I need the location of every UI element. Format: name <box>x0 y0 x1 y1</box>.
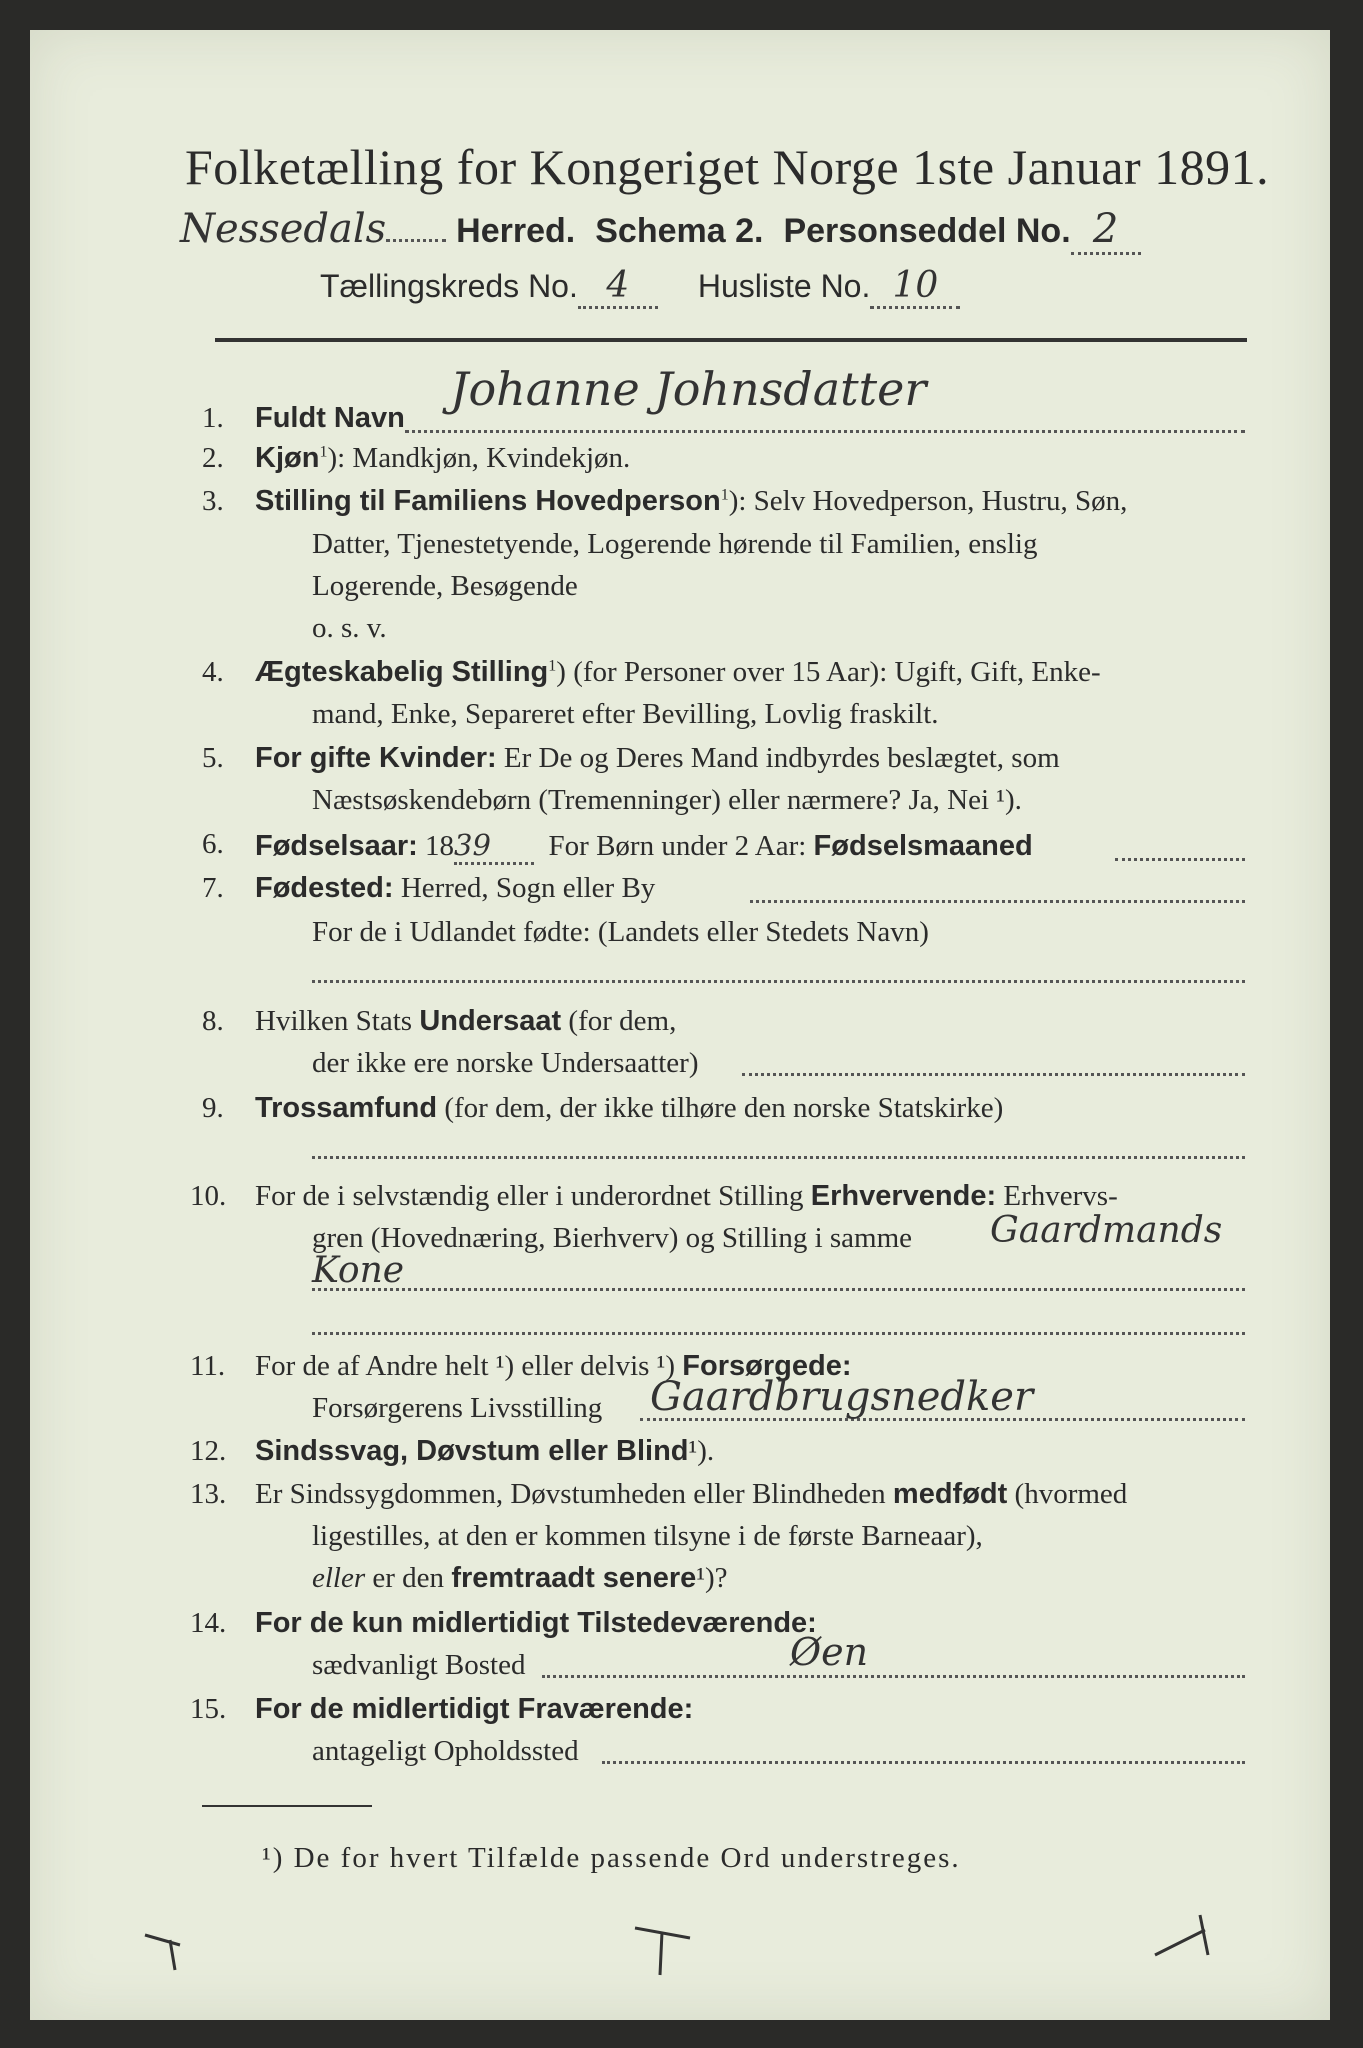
q15-number: 15. <box>190 1693 227 1725</box>
footnote: ¹) De for hvert Tilfælde passende Ord understreges. <box>262 1842 961 1874</box>
q13-line3c: fremtraadt senere <box>451 1562 697 1594</box>
personseddel-label: Personseddel No. <box>783 212 1071 250</box>
q6-prefix: 18 <box>425 830 455 862</box>
q15-fill-line <box>602 1761 1245 1764</box>
q12-row <box>255 1435 714 1468</box>
q11-line2: Forsørgerens Livsstilling <box>312 1392 603 1424</box>
q13-line3b: er den <box>372 1562 445 1594</box>
q3-line2: Datter, Tjenestetyende, Logerende hørende til Familien, enslig <box>312 528 1038 560</box>
q12-number: 12. <box>190 1435 227 1467</box>
footnote-rule <box>202 1805 372 1807</box>
q8-label: Undersaat <box>419 1005 562 1037</box>
q15-row <box>255 1693 693 1726</box>
q8-fill-line <box>742 1073 1245 1076</box>
q7-number: 7. <box>202 872 224 904</box>
q7-row <box>255 872 655 905</box>
q14-fill-line <box>542 1675 1245 1678</box>
q4-sup: 1 <box>548 657 557 675</box>
q5-text: Er De og Deres Mand indbyrdes beslægtet, som <box>503 742 1060 774</box>
q13-line3d: ¹)? <box>696 1562 728 1594</box>
q6-row <box>255 828 1033 865</box>
q3-line4: o. s. v. <box>312 612 387 644</box>
q8-number: 8. <box>202 1005 224 1037</box>
q7-fill-line <box>750 900 1245 903</box>
q10-label: Erhvervende: <box>810 1180 997 1212</box>
corner-mark-right <box>1150 1910 1220 1970</box>
q11-value: Gaardbrugsnedker <box>650 1374 1034 1420</box>
q9-row <box>255 1092 1003 1125</box>
q1-label: Fuldt Navn <box>255 402 405 434</box>
q5-number: 5. <box>202 742 224 774</box>
husliste-label: Husliste No. <box>697 268 871 304</box>
q10-value1: Gaardmands <box>990 1210 1223 1251</box>
q10-number: 10. <box>190 1180 227 1212</box>
herred-value: Nessedals <box>180 206 387 252</box>
q8-line2: der ikke ere norske Undersaatter) <box>312 1047 699 1079</box>
q8-row <box>255 1005 676 1038</box>
header-rule <box>215 338 1247 342</box>
q4-number: 4. <box>202 656 224 688</box>
q10-fill-line <box>312 1288 1245 1291</box>
q7-line2: For de i Udlandet fødte: (Landets eller Stedets Navn) <box>312 916 929 948</box>
q3-number: 3. <box>202 485 224 517</box>
q5-line2: Næstsøskendebørn (Tremenninger) eller nærmere? Ja, Nei ¹). <box>312 784 1022 816</box>
q14-label: For de kun midlertidigt Tilstedeværende: <box>255 1607 817 1639</box>
q13-line3a: eller <box>312 1562 366 1594</box>
q3-text: ): Selv Hovedperson, Hustru, Søn, <box>728 485 1128 517</box>
q1-name-value: Johanne Johnsdatter <box>450 362 927 416</box>
q11-number: 11. <box>190 1350 226 1382</box>
census-form-page <box>30 30 1330 2020</box>
q4-text: ) (for Personer over 15 Aar): Ugift, Gift, Enke- <box>556 656 1101 688</box>
q3-label: Stilling til Familiens Hovedperson <box>255 485 721 517</box>
schema-label: Schema 2. <box>595 212 764 250</box>
q6-label2: Fødselsmaaned <box>813 830 1033 862</box>
q3-line3: Logerende, Besøgende <box>312 570 578 602</box>
q9-fill-line <box>312 1156 1245 1159</box>
q6-label: Fødselsaar: <box>255 830 418 862</box>
personseddel-value: 2 <box>1071 206 1141 255</box>
kreds-line <box>320 265 960 309</box>
q10-row <box>255 1180 1118 1213</box>
q9-number: 9. <box>202 1092 224 1124</box>
q5-label: For gifte Kvinder: <box>255 742 497 774</box>
q2-row <box>255 442 630 475</box>
q13-text2: (hvormed <box>1014 1478 1128 1510</box>
q2-number: 2. <box>202 442 224 474</box>
q13-line3 <box>312 1562 728 1595</box>
q7-text: Herred, Sogn eller By <box>400 872 656 904</box>
q6-number: 6. <box>202 828 224 860</box>
q12-label: Sindssvag, Døvstum eller Blind <box>255 1435 689 1467</box>
q11-label: Forsørgede: <box>682 1350 852 1382</box>
q14-line2: sædvanligt Bosted <box>312 1649 526 1681</box>
q13-text: Er Sindssygdommen, Døvstumheden eller Blindheden <box>255 1478 886 1510</box>
q11-text: For de af Andre helt ¹) eller delvis ¹) <box>255 1350 676 1382</box>
q1-fill-line <box>405 430 1245 433</box>
q13-label: medfødt <box>892 1478 1008 1510</box>
q3-sup: 1 <box>720 486 729 504</box>
q9-text: (for dem, der ikke tilhøre den norske Statskirke) <box>444 1092 1004 1124</box>
q5-row <box>255 742 1060 775</box>
kreds-value: 4 <box>578 265 658 309</box>
herred-line <box>180 205 1141 255</box>
q7-fill-line2 <box>312 980 1245 983</box>
q6-fill-line <box>1115 858 1245 861</box>
q3-row <box>255 485 1127 518</box>
corner-mark-left <box>140 1925 200 1975</box>
q2-label: Kjøn <box>255 442 320 474</box>
q13-row <box>255 1478 1127 1511</box>
q8-text2: (for dem, <box>568 1005 677 1037</box>
q14-number: 14. <box>190 1607 227 1639</box>
q14-value: Øen <box>790 1630 869 1674</box>
q6-year-value: 39 <box>454 828 534 865</box>
q13-line2: ligestilles, at den er kommen tilsyne i de første Barneaar), <box>312 1520 983 1552</box>
q12-text: ¹). <box>688 1435 715 1467</box>
herred-label: Herred. <box>456 212 576 250</box>
q10-text: For de i selvstændig eller i underordnet Stilling <box>255 1180 804 1212</box>
q8-text1: Hvilken Stats <box>255 1005 413 1037</box>
q14-row <box>255 1607 817 1640</box>
q4-line2: mand, Enke, Separeret efter Bevilling, Lovlig fraskilt. <box>312 698 939 730</box>
kreds-label: Tællingskreds No. <box>320 268 578 304</box>
q4-label: Ægteskabelig Stilling <box>255 656 549 688</box>
q10-line2: gren (Hovednæring, Bierhverv) og Stilling i samme <box>312 1222 913 1254</box>
husliste-value: 10 <box>870 265 960 309</box>
form-title: Folketælling for Kongeriget Norge 1ste Januar 1891. <box>185 139 1270 195</box>
q10-value2: Kone <box>312 1250 405 1291</box>
q4-row <box>255 656 1101 689</box>
q1-row <box>255 402 405 435</box>
q2-sup: 1 <box>319 443 328 461</box>
q10-fill-line2 <box>312 1332 1245 1335</box>
q6-text: For Børn under 2 Aar: <box>548 830 807 862</box>
corner-mark-center <box>630 1920 700 1980</box>
q1-number: 1. <box>202 402 224 434</box>
q15-line2: antageligt Opholdssted <box>312 1735 579 1767</box>
q10-text2: Erhvervs- <box>1003 1180 1118 1212</box>
q7-label: Fødested: <box>255 872 394 904</box>
q13-number: 13. <box>190 1478 227 1510</box>
q9-label: Trossamfund <box>255 1092 438 1124</box>
q2-text: ): Mandkjøn, Kvindekjøn. <box>327 442 631 474</box>
q15-label: For de midlertidigt Fraværende: <box>255 1693 694 1725</box>
